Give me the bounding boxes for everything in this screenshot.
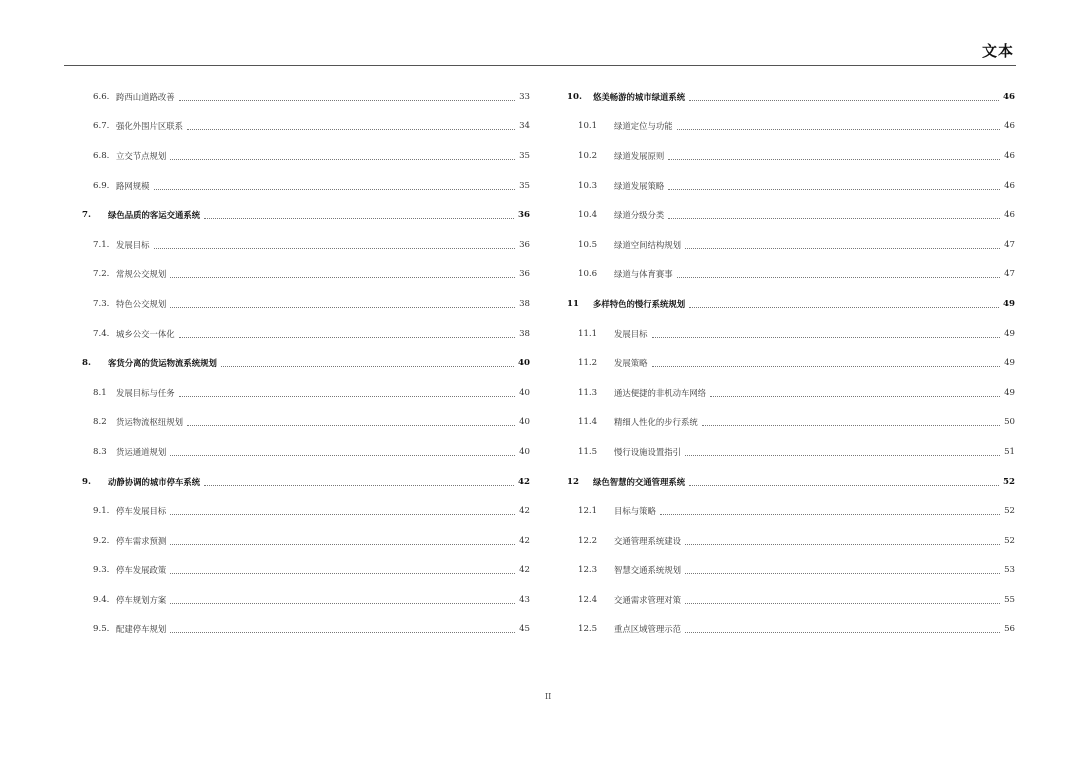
toc-entry-number: 6.9.: [93, 180, 110, 191]
dot-leader: [204, 217, 514, 219]
toc-entry-page: 49: [1003, 298, 1015, 309]
dot-leader: [685, 454, 1000, 456]
toc-entry-number: 12.4: [578, 594, 598, 605]
toc-entry-number: 10.4: [578, 210, 598, 221]
toc-entry-number: 7.1.: [93, 239, 110, 250]
toc-entry-number: 11.3: [578, 387, 598, 398]
toc-entry-number: 6.7.: [93, 121, 110, 132]
toc-section-entry[interactable]: [567, 615, 1015, 645]
toc-entry-page: 36: [519, 269, 530, 280]
toc-entry-title: 发展目标: [116, 239, 150, 250]
toc-section-entry[interactable]: [82, 82, 530, 112]
toc-entry-title: 配建停车规划: [116, 624, 167, 635]
toc-section-entry[interactable]: [82, 230, 530, 260]
toc-entry-page: 47: [1004, 239, 1015, 250]
toc-entry-title: 通达便捷的非机动车网络: [614, 387, 707, 398]
dot-leader: [668, 188, 1000, 190]
toc-entry-number: 12.5: [578, 624, 598, 635]
dot-leader: [652, 336, 1001, 338]
toc-entry-number: 8.2: [93, 417, 107, 428]
dot-leader: [702, 424, 1000, 426]
toc-section-entry[interactable]: [82, 496, 530, 526]
toc-entry-page: 52: [1003, 476, 1015, 487]
toc-section-entry[interactable]: [82, 615, 530, 645]
dot-leader: [668, 217, 1000, 219]
toc-section-entry[interactable]: [82, 319, 530, 349]
dot-leader: [204, 484, 514, 486]
toc-entry-page: 49: [1004, 387, 1015, 398]
dot-leader: [689, 484, 999, 486]
toc-entry-number: 7.3.: [93, 298, 110, 309]
toc-entry-number: 10.1: [578, 121, 598, 132]
toc-entry-number: 11.1: [578, 328, 598, 339]
dot-leader: [689, 306, 999, 308]
toc-entry-page: 51: [1004, 446, 1015, 457]
toc-entry-number: 8.3: [93, 446, 107, 457]
dot-leader: [170, 543, 515, 545]
toc-section-entry[interactable]: [567, 141, 1015, 171]
dot-leader: [652, 365, 1001, 367]
toc-entry-title: 常规公交规划: [116, 269, 167, 280]
toc-entry-number: 7.2.: [93, 269, 110, 280]
toc-entry-page: 49: [1004, 358, 1015, 369]
dot-leader: [154, 247, 516, 249]
toc-entry-number: 10.6: [578, 269, 598, 280]
toc-section-entry[interactable]: [82, 289, 530, 319]
toc-section-entry[interactable]: [82, 526, 530, 556]
toc-entry-title: 交通需求管理对策: [614, 594, 681, 605]
toc-section-entry[interactable]: [82, 585, 530, 615]
toc-section-entry[interactable]: [82, 408, 530, 438]
dot-leader: [170, 513, 515, 515]
toc-entry-title: 悠美畅游的城市绿道系统: [593, 91, 686, 102]
toc-entry-page: 42: [519, 506, 530, 517]
toc-entry-number: 12.3: [578, 565, 598, 576]
dot-leader: [668, 158, 1000, 160]
toc-entry-page: 56: [1004, 624, 1015, 635]
toc-entry-title: 货运物流枢纽规划: [116, 417, 183, 428]
toc-entry-title: 停车需求预测: [116, 535, 167, 546]
toc-entry-page: 47: [1004, 269, 1015, 280]
toc-entry-title: 目标与策略: [614, 506, 656, 517]
toc-section-entry[interactable]: [567, 230, 1015, 260]
toc-entry-page: 46: [1004, 210, 1015, 221]
toc-entry-title: 智慧交通系统规划: [614, 565, 681, 576]
toc-entry-page: 33: [519, 91, 530, 102]
dot-leader: [179, 99, 515, 101]
toc-entry-page: 45: [519, 624, 530, 635]
toc-section-entry[interactable]: [82, 112, 530, 142]
toc-section-entry[interactable]: [567, 260, 1015, 290]
toc-entry-title: 绿道分级分类: [614, 210, 665, 221]
toc-entry-number: 9.3.: [93, 565, 110, 576]
dot-leader: [685, 543, 1000, 545]
header-divider: [64, 65, 1016, 66]
toc-entry-number: 8.: [82, 358, 91, 369]
dot-leader: [154, 188, 516, 190]
dot-leader: [685, 602, 1000, 604]
dot-leader: [170, 454, 515, 456]
toc-entry-title: 跨西山道路改善: [116, 91, 175, 102]
toc-entry-page: 42: [518, 476, 530, 487]
toc-section-entry[interactable]: [567, 437, 1015, 467]
toc-entry-title: 发展目标: [614, 328, 648, 339]
toc-right-column: [567, 82, 1015, 644]
toc-entry-title: 特色公交规划: [116, 298, 167, 309]
toc-entry-title: 绿色品质的客运交通系统: [108, 210, 201, 221]
toc-section-entry[interactable]: [567, 378, 1015, 408]
toc-section-entry[interactable]: [82, 556, 530, 586]
toc-entry-page: 34: [519, 121, 530, 132]
toc-entry-number: 12.1: [578, 506, 598, 517]
toc-chapter-entry[interactable]: [82, 200, 530, 230]
toc-entry-page: 53: [1004, 565, 1015, 576]
toc-entry-title: 客货分离的货运物流系统规划: [108, 358, 217, 369]
toc-entry-title: 立交节点规划: [116, 150, 167, 161]
toc-entry-page: 35: [519, 180, 530, 191]
dot-leader: [689, 99, 999, 101]
toc-chapter-entry[interactable]: [82, 467, 530, 497]
toc-entry-number: 9.1.: [93, 506, 110, 517]
toc-section-entry[interactable]: [567, 171, 1015, 201]
toc-section-entry[interactable]: [82, 378, 530, 408]
toc-entry-title: 路网规模: [116, 180, 150, 191]
dot-leader: [710, 395, 1000, 397]
toc-entry-page: 40: [519, 446, 530, 457]
toc-entry-page: 42: [519, 535, 530, 546]
dot-leader: [685, 572, 1000, 574]
toc-section-entry[interactable]: [567, 319, 1015, 349]
dot-leader: [677, 128, 1000, 130]
toc-section-entry[interactable]: [567, 585, 1015, 615]
toc-section-entry[interactable]: [567, 408, 1015, 438]
toc-entry-number: 9.: [82, 476, 91, 487]
toc-entry-page: 46: [1004, 150, 1015, 161]
toc-section-entry[interactable]: [567, 348, 1015, 378]
toc-entry-number: 10.: [567, 91, 582, 102]
toc-entry-title: 绿道发展策略: [614, 180, 665, 191]
toc-entry-page: 46: [1004, 121, 1015, 132]
toc-entry-page: 36: [518, 210, 530, 221]
toc-chapter-entry[interactable]: [567, 82, 1015, 112]
toc-entry-number: 10.3: [578, 180, 598, 191]
toc-section-entry[interactable]: [82, 141, 530, 171]
dot-leader: [170, 276, 515, 278]
toc-entry-number: 9.4.: [93, 594, 110, 605]
toc-entry-page: 40: [519, 387, 530, 398]
dot-leader: [685, 247, 1000, 249]
dot-leader: [187, 424, 515, 426]
toc-entry-number: 9.2.: [93, 535, 110, 546]
toc-section-entry[interactable]: [567, 556, 1015, 586]
toc-section-entry[interactable]: [82, 260, 530, 290]
dot-leader: [170, 306, 515, 308]
dot-leader: [685, 631, 1000, 633]
page-number: II: [545, 692, 552, 701]
toc-entry-page: 38: [519, 328, 530, 339]
toc-entry-number: 7.4.: [93, 328, 110, 339]
toc-entry-title: 绿道定位与功能: [614, 121, 673, 132]
toc-entry-page: 46: [1004, 180, 1015, 191]
toc-entry-number: 7.: [82, 210, 91, 221]
toc-section-entry[interactable]: [567, 526, 1015, 556]
toc-entry-page: 43: [519, 594, 530, 605]
toc-entry-page: 49: [1004, 328, 1015, 339]
toc-entry-title: 重点区域管理示范: [614, 624, 681, 635]
dot-leader: [221, 365, 514, 367]
dot-leader: [170, 602, 515, 604]
toc-entry-page: 46: [1003, 91, 1015, 102]
dot-leader: [170, 158, 515, 160]
toc-entry-page: 55: [1004, 594, 1015, 605]
toc-entry-title: 停车发展政策: [116, 565, 167, 576]
toc-entry-number: 10.5: [578, 239, 598, 250]
dot-leader: [660, 513, 1000, 515]
toc-entry-number: 11.4: [578, 417, 598, 428]
toc-entry-title: 发展策略: [614, 358, 648, 369]
toc-entry-page: 40: [519, 417, 530, 428]
toc-entry-title: 交通管理系统建设: [614, 535, 681, 546]
toc-entry-number: 6.8.: [93, 150, 110, 161]
toc-entry-title: 货运通道规划: [116, 446, 167, 457]
toc-entry-title: 停车规划方案: [116, 594, 167, 605]
toc-section-entry[interactable]: [567, 496, 1015, 526]
toc-entry-title: 绿道与体育赛事: [614, 269, 673, 280]
toc-entry-page: 42: [519, 565, 530, 576]
toc-chapter-entry[interactable]: [82, 348, 530, 378]
toc-entry-number: 9.5.: [93, 624, 110, 635]
toc-section-entry[interactable]: [82, 171, 530, 201]
toc-entry-title: 动静协调的城市停车系统: [108, 476, 201, 487]
toc-entry-title: 城乡公交一体化: [116, 328, 175, 339]
toc-entry-title: 多样特色的慢行系统规划: [593, 298, 686, 309]
toc-entry-title: 停车发展目标: [116, 506, 167, 517]
toc-section-entry[interactable]: [567, 112, 1015, 142]
toc-entry-title: 发展目标与任务: [116, 387, 175, 398]
toc-entry-title: 绿色智慧的交通管理系统: [593, 476, 686, 487]
toc-entry-number: 10.2: [578, 150, 598, 161]
toc-entry-page: 35: [519, 150, 530, 161]
toc-entry-title: 强化外围片区联系: [116, 121, 183, 132]
toc-entry-page: 40: [518, 358, 530, 369]
toc-entry-number: 11.2: [578, 358, 598, 369]
dot-leader: [677, 276, 1000, 278]
toc-section-entry[interactable]: [82, 437, 530, 467]
toc-entry-number: 6.6.: [93, 91, 110, 102]
dot-leader: [179, 336, 515, 338]
toc-entry-page: 50: [1004, 417, 1015, 428]
toc-section-entry[interactable]: [567, 200, 1015, 230]
document-title: 文本: [981, 42, 1014, 60]
toc-chapter-entry[interactable]: [567, 467, 1015, 497]
toc-entry-title: 慢行设施设置指引: [614, 446, 681, 457]
dot-leader: [187, 128, 515, 130]
toc-entry-title: 精细人性化的步行系统: [614, 417, 698, 428]
dot-leader: [179, 395, 515, 397]
toc-entry-number: 12.2: [578, 535, 598, 546]
toc-entry-number: 8.1: [93, 387, 107, 398]
toc-entry-title: 绿道发展原则: [614, 150, 665, 161]
dot-leader: [170, 572, 515, 574]
toc-entry-number: 11.5: [578, 446, 598, 457]
dot-leader: [170, 631, 515, 633]
toc-left-column: [82, 82, 530, 644]
toc-entry-page: 52: [1004, 506, 1015, 517]
toc-entry-page: 38: [519, 298, 530, 309]
toc-entry-number: 11: [567, 298, 579, 309]
toc-entry-page: 36: [519, 239, 530, 250]
toc-chapter-entry[interactable]: [567, 289, 1015, 319]
toc-entry-page: 52: [1004, 535, 1015, 546]
toc-entry-title: 绿道空间结构规划: [614, 239, 681, 250]
toc-entry-number: 12: [567, 476, 579, 487]
